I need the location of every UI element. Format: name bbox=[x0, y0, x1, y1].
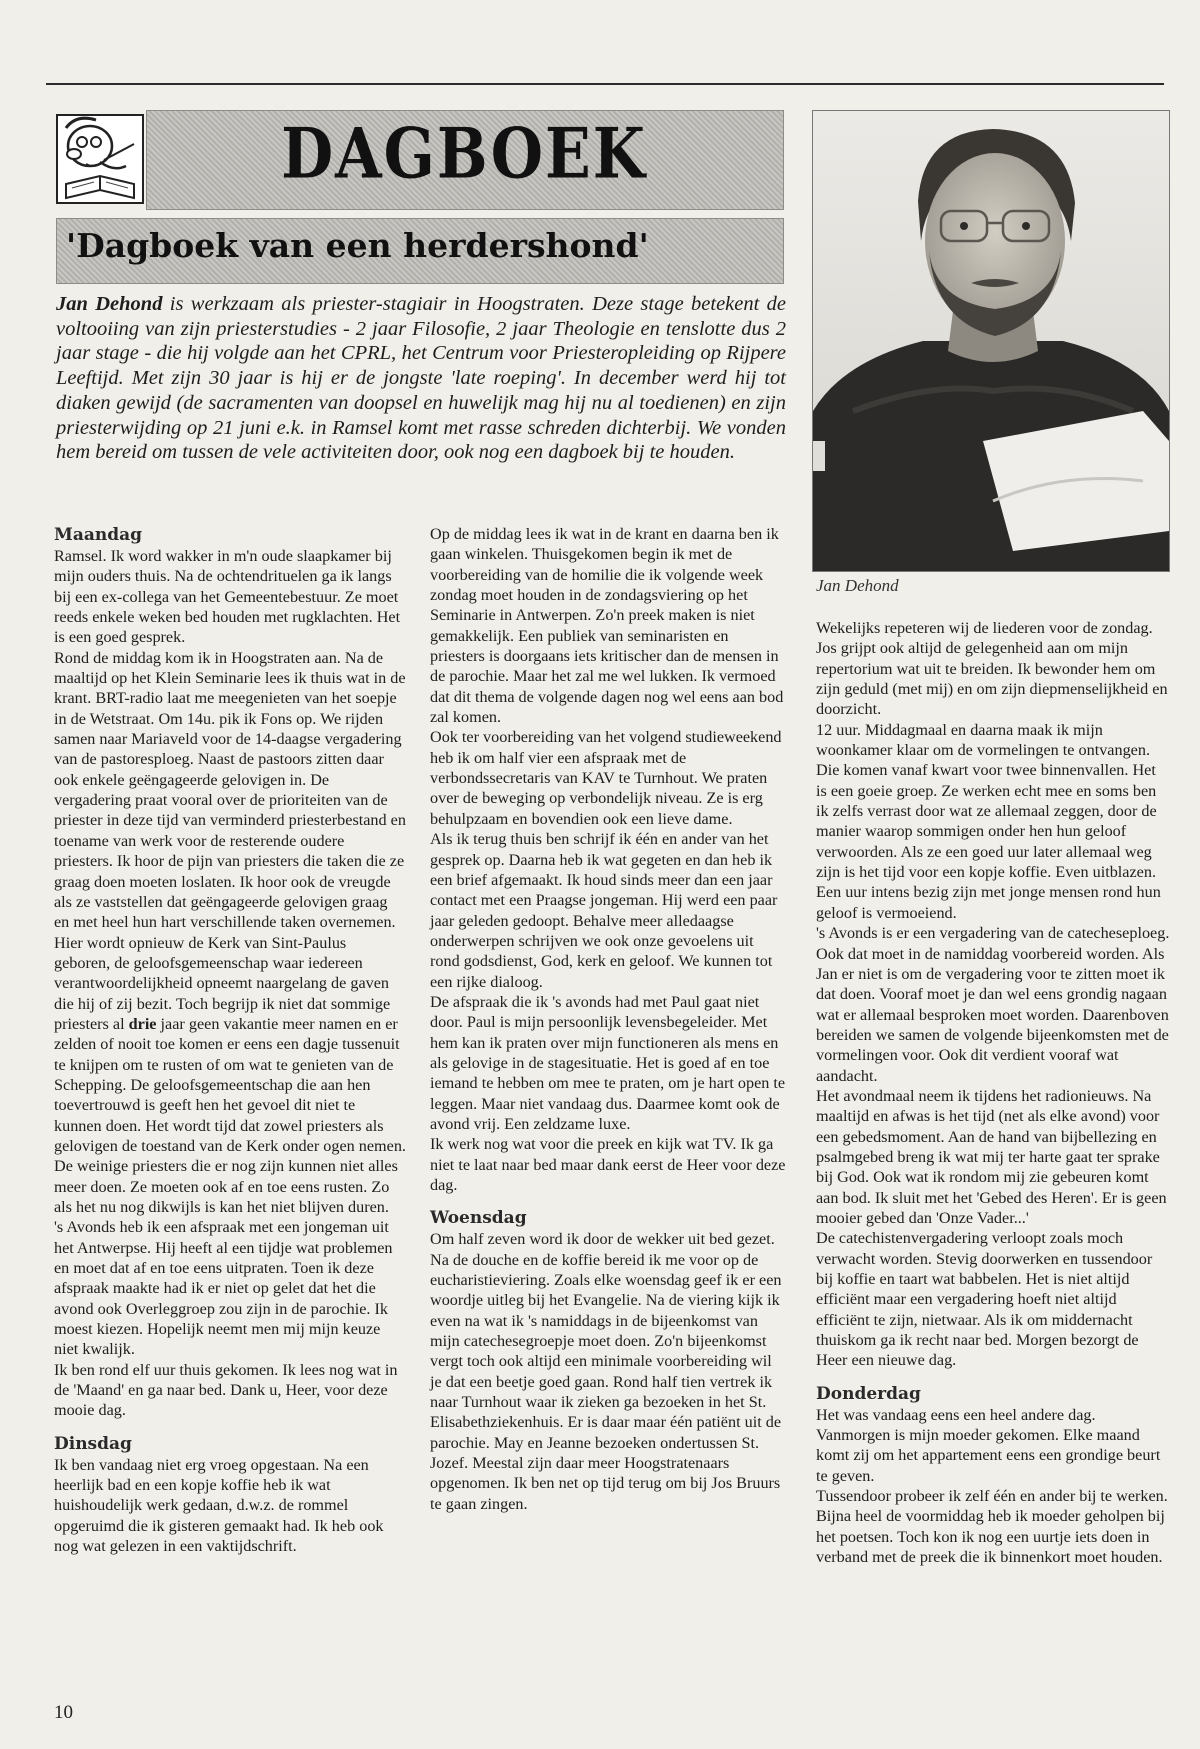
maandag-p2: Rond de middag kom ik in Hoogstraten aan. Na de maaltijd op het Klein Seminarie lees ik thuis wat in de krant. BRT-radio laat me meegenieten van het soepje in de Wetstraat. Om 14u. pik ik Fons op. We rijden samen naar Mariaveld voor de 14-daagse vergadering van de pastoresploeg. Naast de pastoors zitten daar ook enkele geëngageerde gelovigen in. De vergadering praat vooral over de prioriteiten van de priester in deze tijd van verminderd priesterbestand en toename van werk voor de resterende oudere priesters. Ik hoor de pijn van priesters die taken die ze graag doen moeten loslaten. Ik hoor ook de vreugde als ze vaststellen dat geëngageerde gelovigen graag en met heel hun hart verschillende taken overnemen. Hier wordt opnieuw de Kerk van Sint-Paulus geboren, de geloofsgemeenschap waar iedereen verantwoordelijkheid opneemt naargelang de gaven die hij of zij bezit. Toch begrijp ik niet dat sommige priesters al drie jaar geen vakantie meer namen en er zelden of nooit toe komen er eens een dagje tussenuit te knijpen om te rusten of om wat te genieten van de Schepping. De geloofsgemeentschap die aan hen toevertrouwd is geeft hen het gevoel dit niet te kunnen doen. Het wordt tijd dat zowel priesters als gelovigen de toestand van de Kerk onder ogen nemen. De weinige priesters die er nog zijn kunnen niet alles meer doen. Ze moeten ook af en toe eens rusten. Zo als het nu nog dikwijls is kan het niet blijven duren. bbox=[54, 648, 406, 1216]
page-title: DAGBOEK bbox=[281, 114, 647, 195]
woensdag-p5: Het avondmaal neem ik tijdens het radionieuws. Na maaltijd en afwas is het tijd (net als elke avond) voor een gebedsmoment. Aan de hand van bijbellezing en psalmgebed breng ik wat mij ter harte gaat ter sprake bij God. Ook wat ik rondom mij zie gebeuren komt aan bod. Ik sluit met het 'Gebed des Heren'. Er is geen mooier gebed dan 'Onze Vader...' bbox=[816, 1086, 1167, 1227]
column-2 bbox=[430, 524, 786, 1514]
portrait-photo bbox=[812, 110, 1170, 572]
heading-dinsdag: Dinsdag bbox=[54, 1433, 132, 1454]
intro-text: is werkzaam als priester-stagiair in Hoogstraten. Deze stage betekent de voltooiing van zijn priesterstudies - 2 jaar Filosofie, 2 jaar Theologie en tenslotte dus 2 jaar stage - die hij volgde aan het CPRL, het Centrum voor Priesteropleiding op Rijpere Leeftijd. Met zijn 30 jaar is hij er de jongste 'late roeping'. In december werd hij tot diaken gewijd (de sacramenten van doopsel en huwelijk mag hij nu al toedienen) en zijn priesterwijding op 21 juni e.k. in Ramsel komt met rasse schreden dichterbij. We vonden hem bereid om tussen de vele activiteiten door, ook nog een dagboek bij te houden. bbox=[56, 293, 787, 464]
woensdag-p2: Wekelijks repeteren wij de liederen voor de zondag. Jos grijpt ook altijd de gelegenheid aan om mijn repertorium wat uit te breiden. Ik bewonder hem om zijn geduld (met mij) en om zijn diepmenselijkheid en doorzicht. bbox=[816, 619, 1168, 719]
maandag-p4: Ik ben rond elf uur thuis gekomen. Ik lees nog wat in de 'Maand' en ga naar bed. Dank u, Heer, voor deze mooie dag. bbox=[54, 1360, 398, 1420]
maandag-p3: 's Avonds heb ik een afspraak met een jongeman uit het Antwerpse. Hij heeft al een tijdje wat problemen en moet dat af en toe eens uitpraten. Toen ik deze afspraak maakte had ik er niet op gelet dat het die avond ook Overleggroep zou zijn in de parochie. Ik moest kiezen. Hopelijk neemt men mij mijn keuze niet kwalijk. bbox=[54, 1218, 393, 1359]
woensdag-p6: De catechistenvergadering verloopt zoals moch verwacht worden. Stevig doorwerken en tussendoor bij koffie en taart wat babbelen. Het is niet altijd efficiënt maar een vergadering hoeft niet altijd efficiënt te zijn, nietwaar. Als ik om middernacht thuiskom ga ik recht naar bed. Morgen bezorgt de Heer een nieuwe dag. bbox=[816, 1229, 1153, 1370]
dinsdag-p2: Op de middag lees ik wat in de krant en daarna ben ik gaan winkelen. Thuisgekomen begin ik met de voorbereiding van de homilie die ik volgende week zondag moet houden in de zondagsviering op het Seminarie in Antwerpen. Zo'n preek maken is niet gemakkelijk. Een publiek van seminaristen en priesters is doorgaans iets kritischer dan de mensen in de parochie. Maar het zal me wel lukken. Ik vermoed dat dit thema de volgende dagen nog wel eens aan bod zal komen. bbox=[430, 525, 784, 727]
page-number: 10 bbox=[54, 1702, 73, 1723]
column-1 bbox=[54, 524, 406, 1557]
reading-man-cartoon-icon bbox=[56, 114, 144, 204]
intro-paragraph bbox=[56, 292, 786, 465]
woensdag-p3: 12 uur. Middagmaal en daarna maak ik mijn woonkamer klaar om de vormelingen te ontvangen. Die komen vanaf kwart voor twee binnenvallen. Het is een goeie groep. Ze werken echt mee en soms ben ik zelfs verrast door wat ze allemaal zeggen, door de manier waarop sommigen onder hen hun geloof verwoorden. Als ze een goed uur later allemaal weg zijn is het tijd voor een kopje koffie. Even uitblazen. Een uur intens bezig zijn met jonge mensen rond hun geloof is vermoeiend. bbox=[816, 720, 1161, 922]
heading-maandag: Maandag bbox=[54, 525, 142, 545]
intro-name: Jan Dehond bbox=[56, 293, 163, 315]
dinsdag-p4: Als ik terug thuis ben schrijf ik één en ander van het gesprek op. Daarna heb ik wat gegeten en dan heb ik een brief afgemaakt. Ik houd sinds meer dan een jaar contact met een Praagse jongeman. Hij werd een paar jaar geleden gedoopt. Behalve meer alledaagse onderwerpen schrijven we ook onze gevoelens uit rond godsdienst, God, kerk en geloof. We kunnen tot een rijke dialoog. bbox=[430, 830, 778, 991]
dinsdag-p1: Ik ben vandaag niet erg vroeg opgestaan. Na een heerlijk bad en een kopje koffie heb ik wat huishoudelijk werk gedaan, d.w.z. de rommel opgeruimd die ik gisteren gemaakt had. Ik heb ook nog wat gelezen in een vaktijdschrift. bbox=[54, 1455, 384, 1556]
heading-donderdag: Donderdag bbox=[816, 1383, 921, 1404]
dinsdag-p5: De afspraak die ik 's avonds had met Paul gaat niet door. Paul is mijn persoonlijk levensbegeleider. Met hem kan ik praten over mijn functioneren als mens en als gelovige in de stagesituatie. Het is goed af en toe iemand te hebben om mee te praten, om je hart open te leggen. Maar niet vandaag dus. Daarmee komt ook de avond vrij. Een zeldzame luxe. bbox=[430, 992, 786, 1133]
top-rule bbox=[46, 83, 1164, 85]
dinsdag-p3: Ook ter voorbereiding van het volgend studieweekend heb ik om half vier een afspraak met de verbondssecretaris van KAV te Turnhout. We praten over de beweging op verbondelijk niveau. Ze is erg behulpzaam en bovendien ook een lieve dame. bbox=[430, 728, 782, 828]
article-subtitle: 'Dagboek van een herdershond' bbox=[66, 226, 649, 265]
woensdag-p1: Om half zeven word ik door de wekker uit bed gezet. Na de douche en de koffie bereid ik me voor op de eucharistieviering. Zoals elke woensdag geef ik er een woordje uitleg bij het Evangelie. Na de viering kijk ik even na wat ik 's namiddags in de bijeenkomst van mijn catechesegroepje moet doen. Zo'n bijeenkomst vergt toch ook altijd een minimale voorbereiding wil je dat een beetje goed gaan. Rond half tien vertrek ik naar Turnhout waar ik zieken ga bezoeken in het St. Elisabethziekenhuis. Er is daar maar één patiënt uit de parochie. May en Jeanne bezoeken ondertussen St. Jozef. Meestal zijn daar meer Hoogstratenaars opgenomen. Ik ben net op tijd terug om bij Jos Bruurs te gaan zingen. bbox=[430, 1230, 782, 1513]
photo-caption: Jan Dehond bbox=[816, 576, 899, 595]
woensdag-p4: 's Avonds is er een vergadering van de catecheseploeg. Ook dat moet in de namiddag voorbereid worden. Als Jan er niet is om de vergadering voor te zitten moet ik dat doen. Vooraf moet je dan wel eens grondig nagaan wat er allemaal besproken moet worden. Daarenboven bereiden we samen de volgende bijeenkomsten met de vormelingen voor. Ook dit verdient vooraf wat aandacht. bbox=[816, 924, 1170, 1085]
heading-woensdag: Woensdag bbox=[430, 1208, 527, 1229]
maandag-bold-drie: drie bbox=[128, 1014, 157, 1033]
donderdag-p2: Tussendoor probeer ik zelf één en ander bij te werken. Bijna heel de voormiddag heb ik moeder geholpen bij het poetsen. Toch kon ik nog een uurtje iets doen in verband met de preek die ik binnenkort moet houden. bbox=[816, 1487, 1168, 1567]
dinsdag-p6: Ik werk nog wat voor die preek en kijk wat TV. Ik ga niet te laat naar bed maar dank eerst de Heer voor deze dag. bbox=[430, 1135, 786, 1194]
maandag-p1: Ramsel. Ik word wakker in m'n oude slaapkamer bij mijn ouders thuis. Na de ochtendrituelen ga ik langs bij een ex-collega van het Gemeentebestuur. Ze moet reeds enkele weken bed houden met rugklachten. Het is een goed gesprek. bbox=[54, 547, 401, 647]
column-3 bbox=[816, 618, 1170, 1567]
donderdag-p1: Het was vandaag eens een heel andere dag. Vanmorgen is mijn moeder gekomen. Elke maand komt zij om het appartement eens een grondige beurt te geven. bbox=[816, 1405, 1161, 1485]
